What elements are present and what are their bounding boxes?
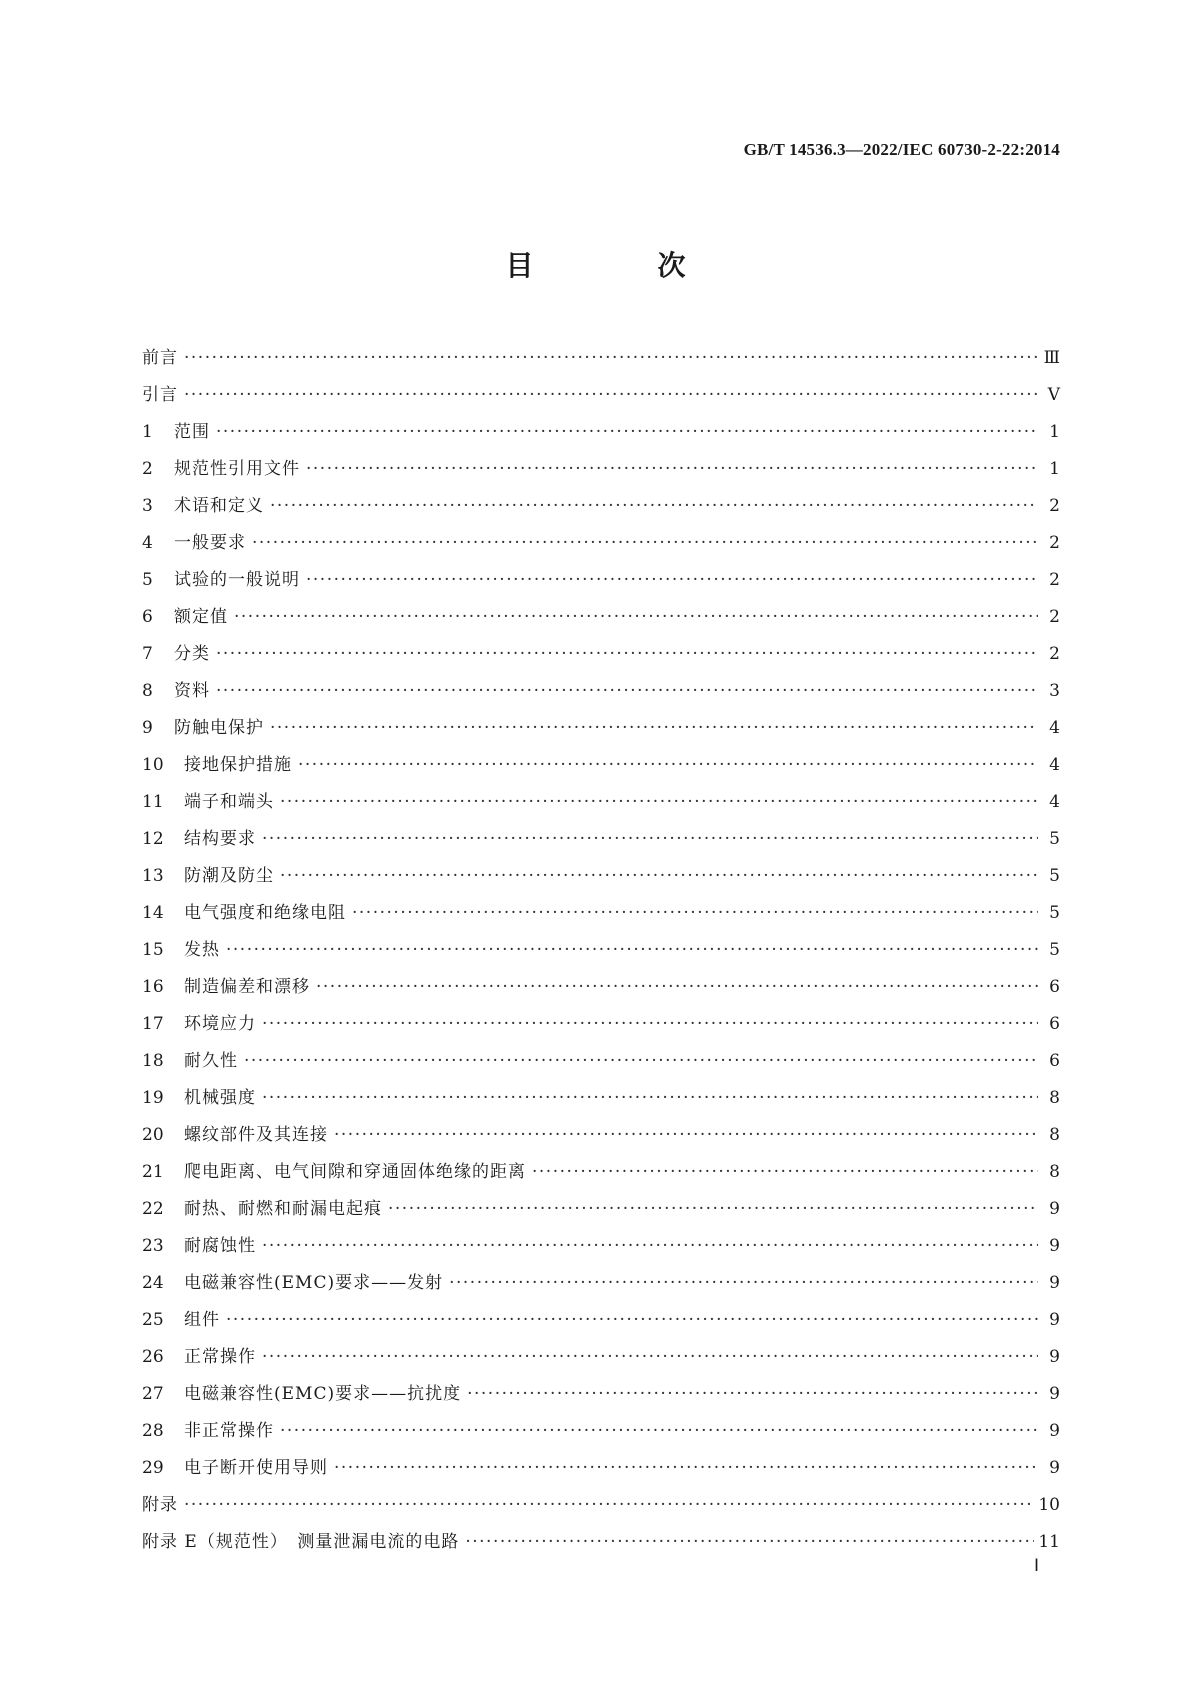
toc-entry[interactable] <box>142 636 1060 673</box>
toc-entry-number: 6 <box>142 607 153 627</box>
dot-leader <box>184 340 1038 377</box>
toc-entry[interactable] <box>142 1413 1060 1450</box>
toc-entry-number: 23 <box>142 1236 164 1256</box>
toc-entry-number: 18 <box>142 1051 164 1071</box>
toc-entry[interactable] <box>142 673 1060 710</box>
dot-leader <box>449 1265 1038 1302</box>
toc-entry[interactable] <box>142 1117 1060 1154</box>
toc-entry-page: 9 <box>1049 1384 1060 1404</box>
toc-entry-page: 11 <box>1038 1532 1060 1552</box>
toc-entry-page: 5 <box>1049 903 1060 923</box>
toc-entry-title: 引言 <box>142 385 178 405</box>
toc-entry[interactable] <box>142 451 1060 488</box>
toc-entry[interactable] <box>142 525 1060 562</box>
toc-entry-title: 额定值 <box>174 607 228 627</box>
toc-entry-number: 24 <box>142 1273 164 1293</box>
toc-entry-number: 2 <box>142 459 153 479</box>
toc-entry[interactable] <box>142 932 1060 969</box>
page-number: Ⅰ <box>1034 1556 1040 1575</box>
toc-entry-page: 9 <box>1049 1199 1060 1219</box>
dot-leader <box>532 1154 1038 1191</box>
toc-entry-title: 耐腐蚀性 <box>184 1236 256 1256</box>
toc-entry-number: 10 <box>142 755 164 775</box>
dot-leader <box>270 710 1038 747</box>
toc-entry-title: 环境应力 <box>184 1014 256 1034</box>
toc-entry[interactable] <box>142 1080 1060 1117</box>
toc-entry-page: 6 <box>1049 1014 1060 1034</box>
toc-entry-title: 正常操作 <box>184 1347 256 1367</box>
toc-entry-number: 26 <box>142 1347 164 1367</box>
toc-entry-page: Ⅴ <box>1047 385 1060 405</box>
toc-entry-title: 电气强度和绝缘电阻 <box>184 903 346 923</box>
toc-entry-title: 术语和定义 <box>174 496 264 516</box>
toc-entry-page: 3 <box>1049 681 1060 701</box>
toc-entry-number: 13 <box>142 866 164 886</box>
toc-entry-title: 防触电保护 <box>174 718 264 738</box>
toc-entry-number: 4 <box>142 533 153 553</box>
table-of-contents <box>142 340 1060 1561</box>
dot-leader <box>270 488 1038 525</box>
toc-entry-title: 接地保护措施 <box>184 755 292 775</box>
dot-leader <box>280 784 1038 821</box>
toc-entry-number: 15 <box>142 940 164 960</box>
toc-entry-number: 11 <box>142 792 164 812</box>
toc-entry-title: 耐热、耐燃和耐漏电起痕 <box>184 1199 382 1219</box>
toc-entry-title: 范围 <box>174 422 210 442</box>
dot-leader <box>316 969 1038 1006</box>
toc-entry[interactable] <box>142 1339 1060 1376</box>
dot-leader <box>216 414 1038 451</box>
dot-leader <box>184 1487 1034 1524</box>
toc-entry-page: 5 <box>1049 866 1060 886</box>
toc-entry-page: 9 <box>1049 1458 1060 1478</box>
toc-entry-title: 耐久性 <box>184 1051 238 1071</box>
toc-entry-number: 16 <box>142 977 164 997</box>
toc-entry-title: 附录 E（规范性） 测量泄漏电流的电路 <box>142 1532 460 1552</box>
toc-entry[interactable] <box>142 969 1060 1006</box>
toc-entry-number: 7 <box>142 644 153 664</box>
toc-entry-number: 5 <box>142 570 153 590</box>
toc-entry-page: 5 <box>1049 940 1060 960</box>
toc-entry[interactable] <box>142 710 1060 747</box>
toc-entry-number: 25 <box>142 1310 164 1330</box>
toc-entry-number: 19 <box>142 1088 164 1108</box>
dot-leader <box>352 895 1038 932</box>
dot-leader <box>216 636 1038 673</box>
toc-entry-title: 组件 <box>184 1310 220 1330</box>
dot-leader <box>465 1524 1034 1561</box>
toc-entry-number: 22 <box>142 1199 164 1219</box>
toc-entry-page: 6 <box>1049 1051 1060 1071</box>
toc-entry-number: 17 <box>142 1014 164 1034</box>
toc-entry-title: 分类 <box>174 644 210 664</box>
toc-entry-page: 9 <box>1049 1273 1060 1293</box>
toc-entry-title: 防潮及防尘 <box>184 866 274 886</box>
toc-entry-title: 制造偏差和漂移 <box>184 977 310 997</box>
toc-entry-page: 5 <box>1049 829 1060 849</box>
toc-entry-page: 4 <box>1049 718 1060 738</box>
toc-entry[interactable] <box>142 1524 1060 1561</box>
dot-leader <box>280 858 1038 895</box>
dot-leader <box>298 747 1038 784</box>
dot-leader <box>262 1080 1038 1117</box>
toc-entry-title: 端子和端头 <box>184 792 274 812</box>
toc-entry-title: 试验的一般说明 <box>174 570 300 590</box>
toc-entry-number: 29 <box>142 1458 164 1478</box>
dot-leader <box>226 1302 1038 1339</box>
toc-entry[interactable] <box>142 1228 1060 1265</box>
toc-entry-page: 4 <box>1049 755 1060 775</box>
dot-leader <box>334 1117 1038 1154</box>
toc-entry-title: 一般要求 <box>174 533 246 553</box>
toc-entry-title: 前言 <box>142 348 178 368</box>
toc-entry-number: 12 <box>142 829 164 849</box>
toc-entry-number: 14 <box>142 903 164 923</box>
toc-entry-title: 非正常操作 <box>184 1421 274 1441</box>
toc-entry-number: 20 <box>142 1125 164 1145</box>
toc-entry-title: 发热 <box>184 940 220 960</box>
dot-leader <box>280 1413 1038 1450</box>
toc-entry-page: Ⅲ <box>1043 348 1060 368</box>
toc-entry[interactable] <box>142 1043 1060 1080</box>
toc-entry-page: 8 <box>1049 1125 1060 1145</box>
toc-entry-page: 9 <box>1049 1347 1060 1367</box>
toc-entry-title: 电子断开使用导则 <box>184 1458 328 1478</box>
dot-leader <box>306 451 1038 488</box>
standard-number: GB/T 14536.3—2022/IEC 60730-2-22:2014 <box>743 140 1060 159</box>
toc-entry[interactable] <box>142 1191 1060 1228</box>
toc-entry-page: 10 <box>1038 1495 1060 1515</box>
toc-entry-title: 附录 <box>142 1495 178 1515</box>
dot-leader <box>262 1228 1038 1265</box>
toc-entry[interactable] <box>142 1487 1060 1524</box>
toc-entry-page: 8 <box>1049 1088 1060 1108</box>
dot-leader <box>252 525 1038 562</box>
toc-entry[interactable] <box>142 1154 1060 1191</box>
toc-entry-title: 爬电距离、电气间隙和穿通固体绝缘的距离 <box>184 1162 526 1182</box>
toc-entry-page: 9 <box>1049 1421 1060 1441</box>
toc-entry-page: 8 <box>1049 1162 1060 1182</box>
toc-entry-number: 3 <box>142 496 153 516</box>
toc-entry-number: 21 <box>142 1162 164 1182</box>
dot-leader <box>262 1006 1038 1043</box>
toc-entry-number: 9 <box>142 718 153 738</box>
dot-leader <box>467 1376 1038 1413</box>
toc-entry-title: 资料 <box>174 681 210 701</box>
toc-entry-title: 规范性引用文件 <box>174 459 300 479</box>
toc-entry[interactable] <box>142 1265 1060 1302</box>
toc-entry-title: 电磁兼容性(EMC)要求——发射 <box>184 1273 444 1293</box>
toc-entry-page: 9 <box>1049 1236 1060 1256</box>
dot-leader <box>216 673 1038 710</box>
toc-entry[interactable] <box>142 858 1060 895</box>
toc-entry-title: 机械强度 <box>184 1088 256 1108</box>
dot-leader <box>306 562 1038 599</box>
toc-entry-page: 9 <box>1049 1310 1060 1330</box>
toc-entry-page: 2 <box>1049 570 1060 590</box>
toc-entry-title: 电磁兼容性(EMC)要求——抗扰度 <box>184 1384 462 1404</box>
toc-entry[interactable] <box>142 747 1060 784</box>
toc-entry-page: 2 <box>1049 607 1060 627</box>
toc-entry[interactable] <box>142 488 1060 525</box>
toc-entry-number: 28 <box>142 1421 164 1441</box>
toc-entry[interactable] <box>142 562 1060 599</box>
toc-entry-page: 6 <box>1049 977 1060 997</box>
toc-entry[interactable] <box>142 1450 1060 1487</box>
toc-entry[interactable] <box>142 1302 1060 1339</box>
dot-leader <box>184 377 1038 414</box>
toc-entry[interactable] <box>142 1006 1060 1043</box>
dot-leader <box>262 821 1038 858</box>
toc-entry[interactable] <box>142 599 1060 636</box>
toc-entry[interactable] <box>142 340 1060 377</box>
toc-entry-page: 2 <box>1049 533 1060 553</box>
toc-entry-title: 螺纹部件及其连接 <box>184 1125 328 1145</box>
toc-entry-page: 1 <box>1049 422 1060 442</box>
dot-leader <box>234 599 1038 636</box>
dot-leader <box>388 1191 1038 1228</box>
dot-leader <box>334 1450 1038 1487</box>
toc-entry[interactable] <box>142 895 1060 932</box>
toc-entry-page: 4 <box>1049 792 1060 812</box>
toc-entry-title: 结构要求 <box>184 829 256 849</box>
toc-entry-number: 27 <box>142 1384 164 1404</box>
dot-leader <box>244 1043 1038 1080</box>
toc-entry[interactable] <box>142 784 1060 821</box>
toc-entry-page: 1 <box>1049 459 1060 479</box>
toc-entry-page: 2 <box>1049 644 1060 664</box>
toc-entry[interactable] <box>142 377 1060 414</box>
toc-entry[interactable] <box>142 414 1060 451</box>
page-title: 目 次 <box>505 249 734 282</box>
toc-entry-page: 2 <box>1049 496 1060 516</box>
toc-entry[interactable] <box>142 1376 1060 1413</box>
toc-entry-number: 1 <box>142 422 153 442</box>
dot-leader <box>226 932 1038 969</box>
dot-leader <box>262 1339 1038 1376</box>
toc-entry[interactable] <box>142 821 1060 858</box>
toc-entry-number: 8 <box>142 681 153 701</box>
